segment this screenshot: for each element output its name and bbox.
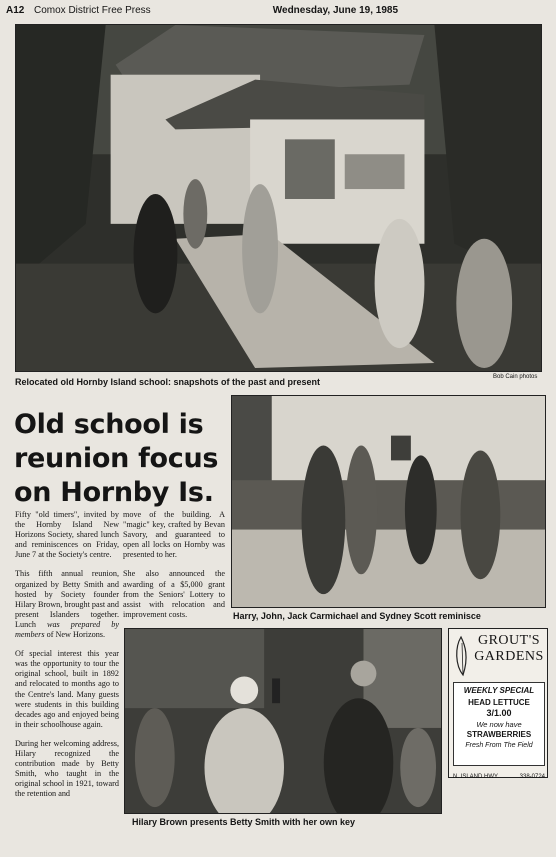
- article-paragraph: This fifth annual reunion, organized by Betty Smith and hosted by Society founder Hilary Brown, brought past and present Islanders together. Lunch was prepared by members of New Horizons.: [15, 569, 119, 640]
- article-paragraph: She also announced the awarding of a $5,000 grant from the Seniors' Lottery to assist with relocation and improvement costs.: [123, 569, 225, 619]
- publication-name: Comox District Free Press: [34, 5, 151, 16]
- special-item: HEAD LETTUCE: [468, 698, 530, 707]
- headline-line: on Hornby Is.: [14, 477, 214, 508]
- vegetable-icon: [453, 635, 473, 677]
- photo-credit: Bob Cain photos: [493, 374, 538, 380]
- headline-line: reunion focus: [14, 443, 219, 474]
- ad-business-name: GROUT'S GARDENS: [474, 633, 544, 664]
- ad-location: N. ISLAND HWY.: [453, 774, 499, 780]
- reminisce-photo: [231, 395, 546, 608]
- bottom-photo-caption: Hilary Brown presents Betty Smith with her own key: [132, 817, 356, 827]
- article-headline: [14, 408, 229, 510]
- second-item: STRAWBERRIES: [466, 730, 532, 739]
- article-paragraph: Fifty "old timers", invited by the Hornby Island New Horizons Society, shared lunch and reminiscences on Friday, June 7 at the Society's centre.: [15, 510, 119, 560]
- article-column-1: [15, 510, 119, 808]
- ad-tagline: Fresh From The Field: [465, 742, 533, 749]
- weekly-special-label: WEEKLY SPECIAL: [463, 686, 535, 695]
- ad-phone: 338-0724: [519, 774, 545, 780]
- article-paragraph: move of the building. A "magic" key, crafted by Bevan Savory, and guaranteed to open all locks on Hornby was presented to her.: [123, 510, 225, 560]
- page-header: [6, 5, 546, 21]
- grouts-gardens-ad: [448, 628, 548, 778]
- article-paragraph: Of special interest this year was the opportunity to tour the original school, built in 1892 and relocated to months ago to the Centre's land. Many guests were students in this building decades ago and enjoyed being in their schoolhouse again.: [15, 649, 119, 729]
- middle-photo-caption: Harry, John, Jack Carmichael and Sydney Scott reminisce: [233, 611, 481, 621]
- headline-line: Old school is: [14, 409, 204, 440]
- we-now-have-label: We now have: [476, 720, 522, 729]
- key-presentation-photo: [124, 628, 442, 814]
- article-paragraph: During her welcoming address, Hilary recognized the contribution made by Betty Smith, who taught in the original school in 1921, toward the retention and: [15, 738, 119, 799]
- issue-date: Wednesday, June 19, 1985: [272, 5, 398, 16]
- top-photo-caption: Relocated old Hornby Island school: snapshots of the past and present: [15, 377, 321, 387]
- page-number: A12: [6, 5, 25, 16]
- schoolhouse-photo: [15, 24, 542, 372]
- article-column-2: [123, 510, 225, 629]
- weekly-special-box: [453, 682, 545, 766]
- special-price: 3/1.00: [486, 708, 512, 718]
